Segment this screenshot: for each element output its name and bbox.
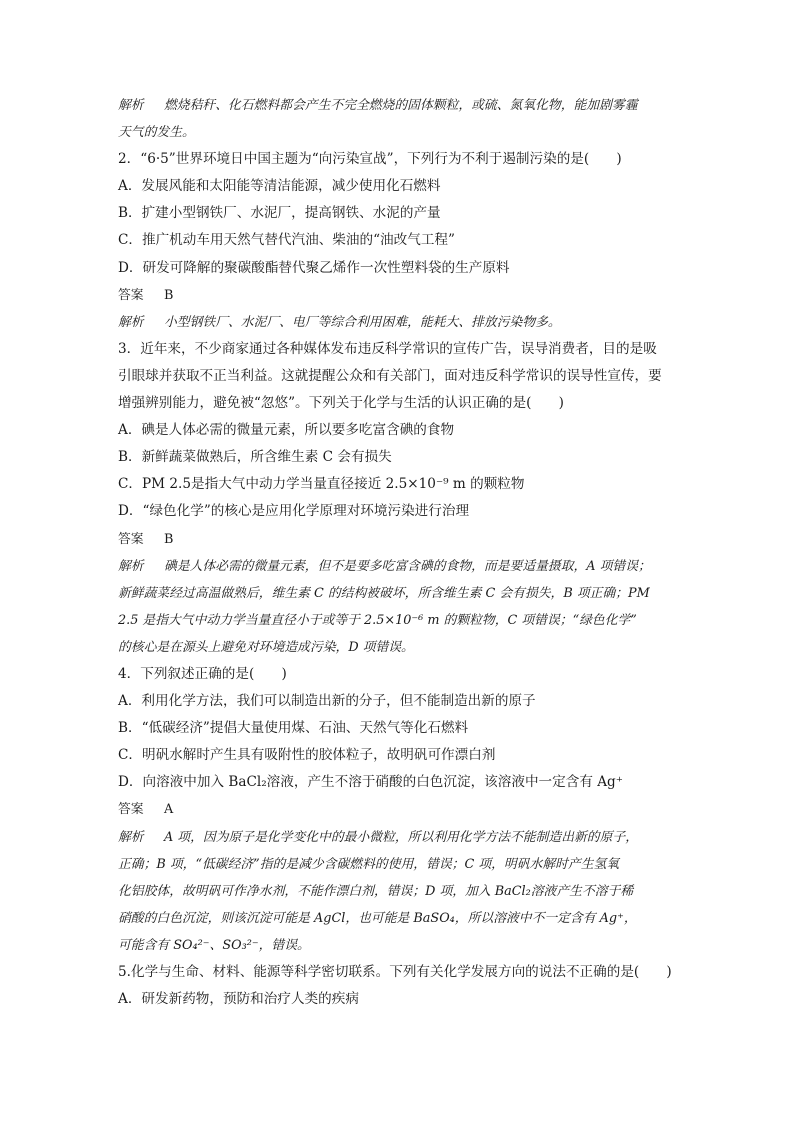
question-4-option-b: B．“低碳经济”提倡大量使用煤、石油、天然气等化石燃料 xyxy=(118,720,469,737)
answer-line xyxy=(118,526,690,553)
question-2-stem: 2．“6·5”世界环境日中国主题为“向污染宣战”，下列行为不利于遏制污染的是( ) xyxy=(118,151,622,168)
question-3-stem: 3．近年来，不少商家通过各种媒体发布违反科学常识的宣传广告，误导消费者，目的是吸 xyxy=(118,340,657,357)
question-3-option-b: B．新鲜蔬菜做熟后，所含维生素 C 会有损失 xyxy=(118,449,392,466)
question-2-option-c: C．推广机动车用天然气替代汽油、柴油的“油改气工程” xyxy=(118,232,455,249)
question-3-stem: 引眼球并获取不正当利益。这就提醒公众和有关部门，面对违反科学常识的误导性宣传，要 xyxy=(118,367,662,384)
question-4-option-a: A．利用化学方法，我们可以制造出新的分子，但不能制造出新的原子 xyxy=(118,693,536,710)
analysis-line: 天气的发生。 xyxy=(118,125,195,141)
answer-label: 答案 xyxy=(118,531,144,547)
question-3-stem: 增强辨别能力，避免被“忽悠”。下列关于化学与生活的认识正确的是( ) xyxy=(118,395,564,412)
question-3-option-d: D．“绿色化学”的核心是应用化学原理对环境污染进行治理 xyxy=(118,503,470,520)
analysis-text: 燃烧秸秆、化石燃料都会产生不完全燃烧的固体颗粒，或硫、氮氧化物，能加剧雾霾 xyxy=(164,98,638,113)
question-4-option-c: C．明矾水解时产生具有吸附性的胶体粒子，故明矾可作漂白剂 xyxy=(118,747,496,764)
answer-value: B xyxy=(164,531,174,547)
analysis-line: 可能含有 SO₄²⁻、SO₃²⁻，错误。 xyxy=(118,937,310,953)
answer-value: B xyxy=(164,287,174,303)
analysis-label: 解析 xyxy=(118,829,144,845)
question-3-option-c: C．PM 2.5是指大气中动力学当量直径接近 2.5×10⁻⁹ m 的颗粒物 xyxy=(118,476,525,493)
question-2-option-a: A．发展风能和太阳能等清洁能源，减少使用化石燃料 xyxy=(118,178,441,195)
analysis-line: 化铝胶体，故明矾可作净水剂，不能作漂白剂，错误；D 项，加入 BaCl₂溶液产生不溶于稀 xyxy=(118,883,634,899)
analysis-line xyxy=(118,309,690,336)
analysis-line: 新鲜蔬菜经过高温做熟后，维生素 C 的结构被破坏，所含维生素 C 会有损失，B 项正确；PM xyxy=(118,585,650,601)
analysis-text: A 项，因为原子是化学变化中的最小微粒，所以利用化学方法不能制造出新的原子， xyxy=(164,829,638,845)
analysis-line: 的核心是在源头上避免对环境造成污染，D 项错误。 xyxy=(118,639,414,655)
question-4-stem: 4．下列叙述正确的是( ) xyxy=(118,665,287,682)
analysis-line xyxy=(118,553,690,580)
analysis-line: 2.5 是指大气中动力学当量直径小于或等于 2.5×10⁻⁶ m 的颗粒物，C 项错误；“绿色化学” xyxy=(118,612,637,628)
question-5-stem: 5.化学与生命、材料、能源等科学密切联系。下列有关化学发展方向的说法不正确的是( ) xyxy=(118,964,672,980)
analysis-text: 小型钢铁厂、水泥厂、电厂等综合利用困难，能耗大、排放污染物多。 xyxy=(164,314,561,330)
analysis-label: 解析 xyxy=(118,558,144,574)
analysis-line: 正确；B 项，“低碳经济”指的是减少含碳燃料的使用，错误；C 项，明矾水解时产生氢氧 xyxy=(118,856,620,872)
analysis-line xyxy=(118,824,690,851)
answer-label: 答案 xyxy=(118,802,144,818)
answer-label: 答案 xyxy=(118,287,144,303)
question-2-option-b: B．扩建小型钢铁厂、水泥厂，提高钢铁、水泥的产量 xyxy=(118,205,441,222)
question-2-option-d: D．研发可降解的聚碳酸酯替代聚乙烯作一次性塑料袋的生产原料 xyxy=(118,259,510,276)
analysis-label: 解析 xyxy=(118,314,144,330)
answer-value: A xyxy=(164,802,174,818)
analysis-label: 解析 xyxy=(118,98,144,113)
answer-line xyxy=(118,796,690,823)
analysis-line: 硝酸的白色沉淀，则该沉淀可能是 AgCl，也可能是 BaSO₄，所以溶液中不一定含有 Ag⁺， xyxy=(118,910,637,926)
answer-line xyxy=(118,282,690,309)
question-5-option-a: A．研发新药物，预防和治疗人类的疾病 xyxy=(118,991,359,1008)
document-page xyxy=(118,92,690,1013)
analysis-text: 碘是人体必需的微量元素，但不是要多吃富含碘的食物，而是要适量摄取，A 项错误； xyxy=(164,558,651,574)
question-3-option-a: A．碘是人体必需的微量元素，所以要多吃富含碘的食物 xyxy=(118,422,455,439)
analysis-line xyxy=(118,92,690,119)
question-4-option-d: D．向溶液中加入 BaCl₂溶液，产生不溶于硝酸的白色沉淀，该溶液中一定含有 Ag⁺ xyxy=(118,774,623,791)
